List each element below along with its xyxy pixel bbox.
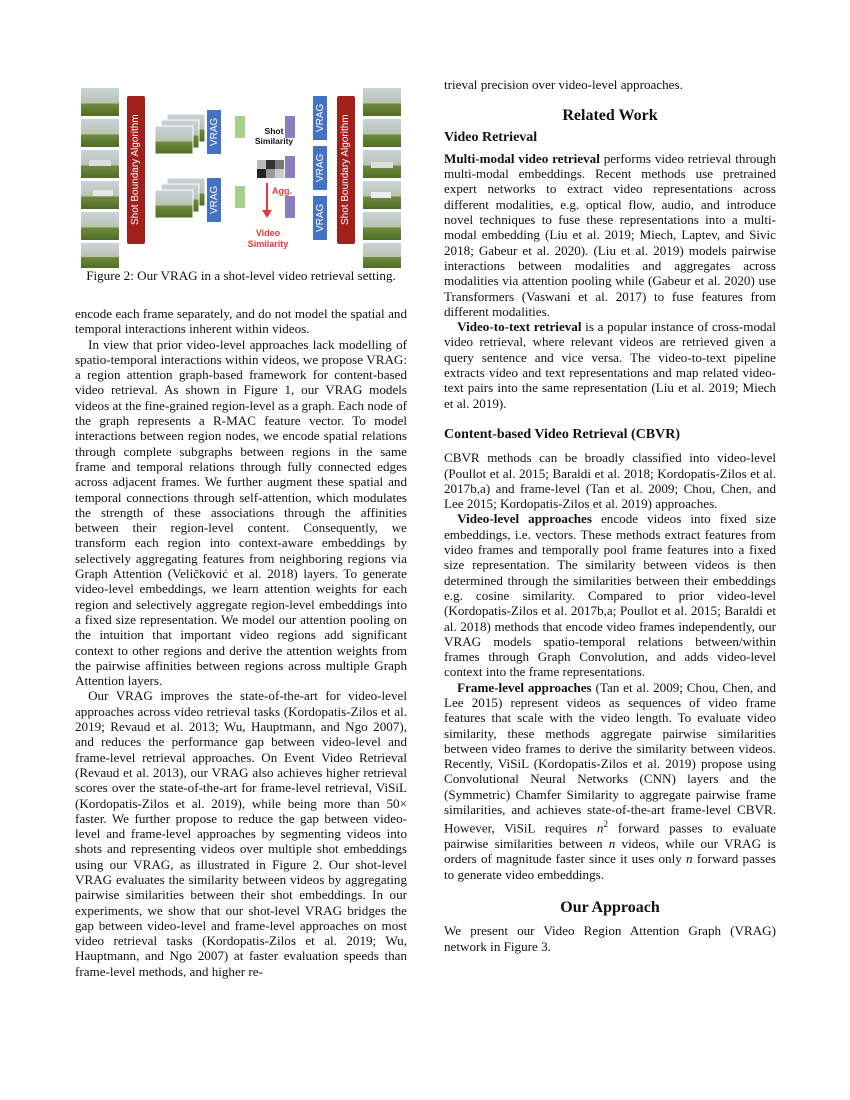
arrow-head-icon: [262, 210, 272, 218]
paragraph: Our VRAG improves the state-of-the-art for video-level approaches across video retrieval tasks (Kordopatis-Zilos et al. 2019; Revaud et al. 2013; Wu, Hauptmann, and Ngo 2007), and reduces the performance gap between video-level and frame-level retrieval approaches. On Event Video Retrieval (Revaud et al. 2013), our VRAG also achieves higher retrieval scores over the state-of-the-art for frame-level retrieval, ViSiL (Kordopatis-Zilos et al. 2019), while being more than 50× faster. We further propose to reduce the gap between video-level and frame-level approaches by segmenting videos into shots and representing videos over multiple shot embeddings using our VRAG, as illustrated in Figure 2. Our shot-level VRAG evaluates the similarity between videos by aggregating pairwise similarities between their shot embeddings. In our experiments, we show that our shot-level VRAG bridges the gap between video-level and frame-level approaches on most video retrieval tasks (Kordopatis-Zilos et al. 2019; Wu, Hauptmann, and Ngo 2007) at faster evaluation speeds than frame-level methods, and higher re-: [75, 688, 407, 979]
embedding-right-3: [285, 196, 295, 218]
vrag-label-left-2: VRAG: [209, 185, 220, 215]
paragraph-lead: Multi-modal video retrieval: [444, 150, 600, 166]
math-n: n: [596, 820, 604, 836]
paragraph-lead: Video-to-text retrieval: [457, 319, 582, 335]
paragraph-lead: Frame-level approaches: [457, 679, 592, 695]
right-column: [444, 77, 776, 954]
paragraph: [444, 511, 776, 679]
paragraph-text: videos, while our VRAG is orders of magnitude faster since it uses only: [444, 836, 776, 867]
right-thumbnails: [363, 88, 401, 268]
paragraph: encode each frame separately, and do not model the spatial and temporal interactions inherent within videos.: [75, 306, 407, 337]
left-shot-stacks: [155, 114, 205, 218]
right-bar-label: Shot Boundary Algorithm: [340, 114, 351, 226]
section-heading-related-work: Related Work: [562, 107, 658, 125]
left-thumbnails: [81, 88, 119, 268]
paragraph-lead: Video-level approaches: [457, 511, 592, 527]
shot-similarity-label: Shot Similarity: [254, 126, 294, 146]
agg-label: Agg.: [272, 186, 292, 196]
paragraph-text: (Tan et al. 2009; Chou, Chen, and Lee 2015) represent videos as sequences of video frame features that scale with the video length. To evaluate video similarity, these methods aggregate pairwise similarities between video frames to derive the similarity between videos. Recently, ViSiL (Kordopatis-Zilos et al. 2019) propose using Convolutional Neural Networks (CNN) layers and the (Symmetric) Chamfer Similarity to aggregate pairwise frame similarities, and achieves state-of-the-art frame-level CBVR. However, ViSiL requires: [444, 679, 777, 836]
section-heading-our-approach: Our Approach: [560, 898, 660, 916]
paragraph: [444, 151, 776, 319]
similarity-matrix: [257, 160, 284, 178]
subsection-heading-cbvr: Content-based Video Retrieval (CBVR): [444, 426, 681, 442]
embedding-left-1: [235, 116, 245, 138]
paragraph: [444, 680, 776, 882]
left-bar-label: Shot Boundary Algorithm: [130, 114, 141, 226]
paragraph: CBVR methods can be broadly classified into video-level (Poullot et al. 2015; Baraldi et al. 2018; Kordopatis-Zilos et al. 2017b,a) and frame-level (Tan et al. 2009; Chou, Chen, and Lee 2015; Kordopatis-Zilos et al. 2019) approaches.: [444, 450, 776, 512]
vrag-label-right-1: VRAG: [315, 103, 326, 133]
paragraph-text: is a popular instance of cross-modal video retrieval, where relevant videos are retrieved given a query sentence and vice versa. The video-to-text pipeline extracts video and text representations and map related video-text pairs into the same representation (Liu et al. 2019; Miech et al. 2019).: [444, 319, 776, 411]
figure-2: [75, 88, 407, 268]
math-superscript: 2: [603, 819, 608, 830]
paragraph: trieval precision over video-level approaches.: [444, 77, 683, 92]
embedding-right-2: [285, 156, 295, 178]
paragraph-text: forward passes to generate video embeddings.: [444, 851, 776, 882]
video-similarity-label: Video Similarity: [247, 228, 289, 249]
math-n: n: [608, 836, 616, 852]
vrag-label-left-1: VRAG: [209, 117, 220, 147]
figure-caption: Figure 2: Our VRAG in a shot-level video retrieval setting.: [86, 268, 396, 283]
paragraph: We present our Video Region Attention Graph (VRAG) network in Figure 3.: [444, 923, 776, 954]
vrag-label-right-3: VRAG: [315, 203, 326, 233]
paragraph-text: performs video retrieval through multi-modal embeddings. Recent methods use pretrained expert networks to extract video representations across different modalities, e.g. optical flow, audio, and introduce novel techniques to fuse these representations into a multi-modal embedding (Liu et al. 2019; Miech, Laptev, and Sivic 2018; Gabeur et al. 2020). (Liu et al. 2019) models pairwise interactions between modalities and aggregates across modalities via attention pooling while (Gabeur et al. 2020) use Transformers (Vaswani et al. 2017) to fuse features from different modalities.: [444, 150, 776, 319]
paragraph-text: encode videos into fixed size embeddings, i.e. vectors. These methods extract features from video frames and temporally pool frame features into a fixed size representation. The similarity between videos is then determined through the similarities between their embeddings e.g. cosine similarity. Compared to prior video-level (Kordopatis-Zilos et al. 2017b,a; Poullot et al. 2015; Baraldi et al. 2018) methods that encode video frames independently, our VRAG models spatio-temporal relations between/within frames through Graph Convolution, and adds video-level context into the frame representations.: [444, 511, 777, 680]
paragraph-text: forward passes to evaluate pairwise similarities between: [444, 820, 777, 852]
paragraph: In view that prior video-level approaches lack modelling of spatio-temporal interactions within videos, we propose VRAG: a region attention graph-based framework for content-based video retrieval. As shown in Figure 1, our VRAG models videos at the fine-grained region-level as a graph. Each node of the graph represents a R-MAC feature vector. To model interactions between region nodes, we encode spatial relations through complete subgraphs between regions in the same frame and temporal relations through fully connected edges across adjacent frames. We further augment these spatial and temporal connections through self-attention, which modulates the strength of these associations through the affinities between their region-level content. Consequently, we transform each region into context-aware embeddings by selectively aggregating features from neighboring regions via Graph Attention (Veličković et al. 2018) layers. To generate video-level embeddings, we learn attention weights for each region and selectively aggregate region-level embeddings into a fixed size representation. We model our attention pooling on the intuition that important video regions add significant context to other regions and derive the attention weights from the pairwise affinities between regions across multiple Graph Attention layers.: [75, 336, 407, 689]
left-column: [75, 306, 407, 979]
math-n: n: [686, 851, 693, 867]
vrag-label-right-2: VRAG: [315, 153, 326, 183]
paragraph: [444, 319, 776, 411]
subsection-heading-video-retrieval: Video Retrieval: [444, 129, 538, 145]
figure-diagram: [75, 88, 407, 268]
embedding-left-2: [235, 186, 245, 208]
